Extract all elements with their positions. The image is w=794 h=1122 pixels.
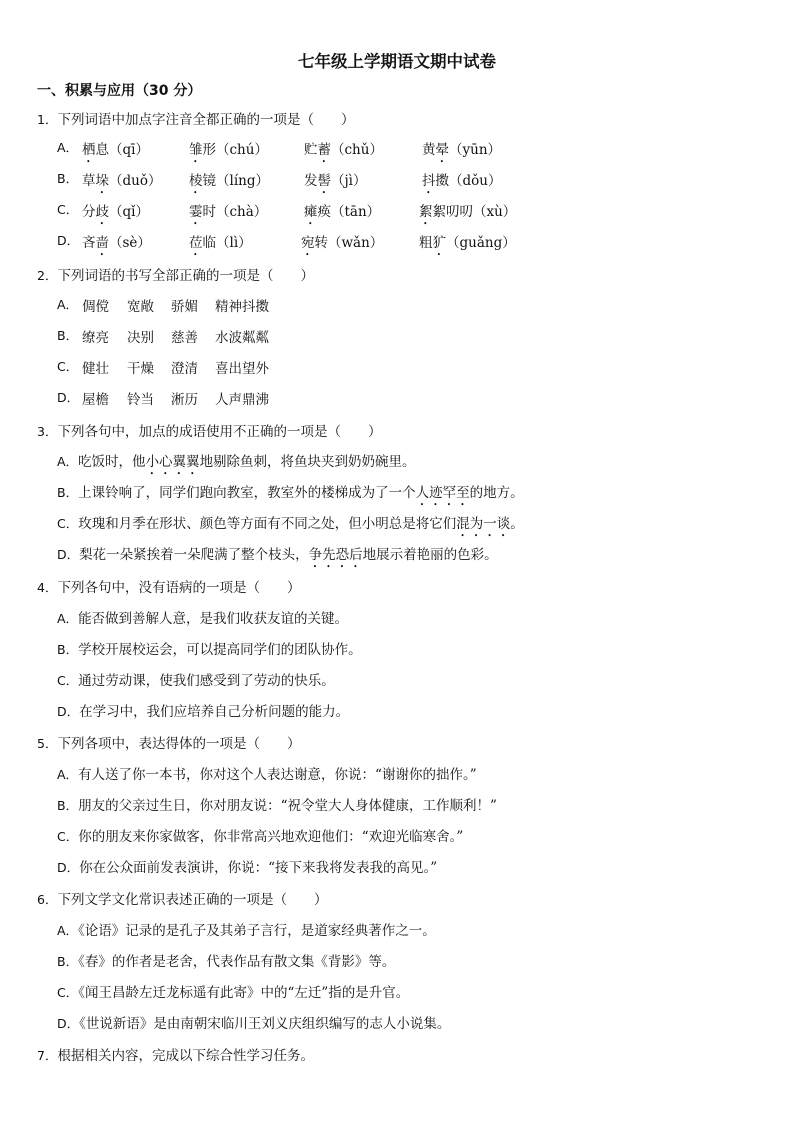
option-text: 学校开展校运会，可以提高同学们的团队协作。: [78, 642, 362, 658]
q1-word: 雏形（chú）: [189, 142, 268, 158]
q4-option-d[interactable]: [57, 700, 349, 720]
q2-word: 缭亮: [82, 330, 109, 346]
q4-option-a[interactable]: [57, 607, 348, 627]
q5-option-d[interactable]: [57, 856, 437, 876]
q1-word: 粗犷（guǎng）: [419, 235, 516, 251]
q1-word: 草垛（duǒ）: [82, 173, 162, 189]
question-7-stem: [37, 1044, 314, 1064]
option-label: A．: [57, 611, 79, 626]
q5-option-c[interactable]: [57, 825, 463, 845]
option-label: C．: [57, 829, 79, 844]
q1-word: 吝啬（sè）: [82, 235, 151, 251]
option-text: 你在公众面前发表演讲，你说：“接下来我将发表我的高见。”: [79, 860, 438, 876]
q2-option-a[interactable]: [57, 295, 269, 315]
q2-word: 水波粼粼: [215, 330, 269, 346]
option-text: 能否做到善解人意，是我们收获友谊的关键。: [78, 611, 349, 627]
q2-word: 铃当: [127, 392, 154, 408]
q2-word: 淅历: [171, 392, 198, 408]
q6-option-c[interactable]: [57, 981, 409, 1001]
q2-word: 健壮: [82, 361, 109, 377]
option-text: 玫瑰和月季在形状、颜色等方面有不同之处，但小明总是将它们混为一谈。: [78, 516, 524, 532]
q2-word: 精神抖擞: [215, 299, 269, 315]
q1-word: 絮絮叨叨（xù）: [419, 204, 517, 220]
q2-option-c[interactable]: [57, 357, 269, 377]
q2-word: 决别: [127, 330, 154, 346]
question-number: 6．: [37, 892, 58, 907]
option-label: A．: [57, 454, 79, 469]
question-number: 4．: [37, 580, 58, 595]
option-text: 在学习中，我们应培养自己分析问题的能力。: [79, 704, 350, 720]
q2-word: 慈善: [171, 330, 198, 346]
option-label: A．: [57, 297, 79, 312]
option-text: 《论语》记录的是孔子及其弟子言行，是道家经典著作之一。: [78, 923, 436, 939]
q1-word: 莅临（lì）: [189, 235, 252, 251]
q5-option-a[interactable]: [57, 763, 477, 783]
option-text: 《春》的作者是老舍，代表作品有散文集《背影》等。: [78, 954, 396, 970]
option-label: C．: [57, 985, 79, 1000]
q1-word: 霎时（chà）: [189, 204, 268, 220]
option-label: D．: [57, 860, 80, 875]
option-label: D．: [57, 233, 80, 248]
q2-word: 喜出望外: [215, 361, 269, 377]
question-2-stem: [37, 264, 314, 284]
option-label: B．: [57, 954, 79, 969]
question-text: 下列各句中，加点的成语使用不正确的一项是（ ）: [57, 424, 382, 440]
q1-word: 抖擞（dǒu）: [422, 173, 502, 189]
q4-option-b[interactable]: [57, 638, 362, 658]
option-label: B．: [57, 328, 79, 343]
q3-option-a[interactable]: [57, 450, 416, 478]
q1-word: 发髻（jì）: [304, 173, 367, 189]
q6-option-d[interactable]: [57, 1012, 450, 1032]
option-label: B．: [57, 485, 79, 500]
question-text: 下列各句中，没有语病的一项是（ ）: [57, 580, 301, 596]
q1-option-c[interactable]: [57, 200, 517, 220]
option-label: C．: [57, 202, 79, 217]
option-label: D．: [57, 390, 80, 405]
question-number: 7．: [37, 1048, 58, 1063]
question-3-stem: [37, 420, 381, 440]
option-text: 有人送了你一本书，你对这个人表达谢意，你说：“谢谢你的拙作。”: [78, 767, 477, 783]
q2-word: 宽敞: [127, 299, 154, 315]
q6-option-b[interactable]: [57, 950, 395, 970]
option-label: A．: [57, 923, 79, 938]
q1-option-a[interactable]: [57, 138, 502, 158]
question-1-stem: [37, 108, 354, 128]
q2-word: 澄清: [171, 361, 198, 377]
q3-option-b[interactable]: [57, 481, 524, 509]
question-number: 3．: [37, 424, 58, 439]
section-heading: 一、积累与应用（30 分）: [37, 83, 202, 99]
option-text: 上课铃响了，同学们跑向教室，教室外的楼梯成为了一个人迹罕至的地方。: [78, 485, 524, 501]
option-label: C．: [57, 359, 79, 374]
question-5-stem: [37, 732, 300, 752]
question-number: 5．: [37, 736, 58, 751]
question-text: 下列词语中加点字注音全都正确的一项是（ ）: [57, 112, 355, 128]
option-text: 《世说新语》是由南朝宋临川王刘义庆组织编写的志人小说集。: [79, 1016, 451, 1032]
option-label: D．: [57, 1016, 80, 1031]
question-text: 下列文学文化常识表述正确的一项是（ ）: [57, 892, 328, 908]
q2-option-b[interactable]: [57, 326, 269, 346]
q2-word: 人声鼎沸: [215, 392, 269, 408]
question-text: 下列各项中，表达得体的一项是（ ）: [57, 736, 301, 752]
option-label: B．: [57, 642, 79, 657]
option-label: C．: [57, 673, 79, 688]
option-label: A．: [57, 140, 79, 155]
exam-title: 七年级上学期语文期中试卷: [298, 52, 496, 71]
option-text: 梨花一朵紧挨着一朵爬满了整个枝头，争先恐后地展示着艳丽的色彩。: [79, 547, 498, 563]
option-label: B．: [57, 798, 79, 813]
option-label: B．: [57, 171, 79, 186]
q1-word: 贮蓄（chǔ）: [304, 142, 383, 158]
q6-option-a[interactable]: [57, 919, 436, 939]
q2-word: 倜傥: [82, 299, 109, 315]
q3-option-c[interactable]: [57, 512, 524, 540]
question-text: 根据相关内容，完成以下综合性学习任务。: [57, 1048, 314, 1064]
option-label: C．: [57, 516, 79, 531]
q2-word: 干燥: [127, 361, 154, 377]
q2-word: 屋檐: [82, 392, 109, 408]
q1-word: 分歧（qǐ）: [82, 204, 149, 220]
question-number: 1．: [37, 112, 58, 127]
option-text: 你的朋友来你家做客，你非常高兴地欢迎他们：“欢迎光临寒舍。”: [78, 829, 464, 845]
option-label: D．: [57, 547, 80, 562]
q1-word: 栖息（qī）: [82, 142, 149, 158]
option-text: 吃饭时，他小心翼翼地剔除鱼刺，将鱼块夹到奶奶碗里。: [78, 454, 416, 470]
q3-option-d[interactable]: [57, 543, 498, 571]
option-label: A．: [57, 767, 79, 782]
q1-word: 瘫痪（tān）: [304, 204, 381, 220]
option-text: 《闻王昌龄左迁龙标遥有此寄》中的“左迁”指的是升官。: [78, 985, 410, 1001]
q1-option-b[interactable]: [57, 169, 502, 189]
q2-option-d[interactable]: [57, 388, 269, 408]
question-text: 下列词语的书写全部正确的一项是（ ）: [57, 268, 314, 284]
q2-word: 骄媚: [171, 299, 198, 315]
q1-word: 黄晕（yūn）: [422, 142, 502, 158]
question-6-stem: [37, 888, 327, 908]
q1-word: 棱镜（líng）: [189, 173, 269, 189]
q5-option-b[interactable]: [57, 794, 497, 814]
question-4-stem: [37, 576, 300, 596]
option-text: 通过劳动课，使我们感受到了劳动的快乐。: [78, 673, 335, 689]
q1-option-d[interactable]: [57, 231, 516, 251]
q1-word: 宛转（wǎn）: [301, 235, 384, 251]
option-text: 朋友的父亲过生日，你对朋友说：“祝令堂大人身体健康，工作顺利！”: [78, 798, 497, 814]
option-label: D．: [57, 704, 80, 719]
q4-option-c[interactable]: [57, 669, 335, 689]
question-number: 2．: [37, 268, 58, 283]
